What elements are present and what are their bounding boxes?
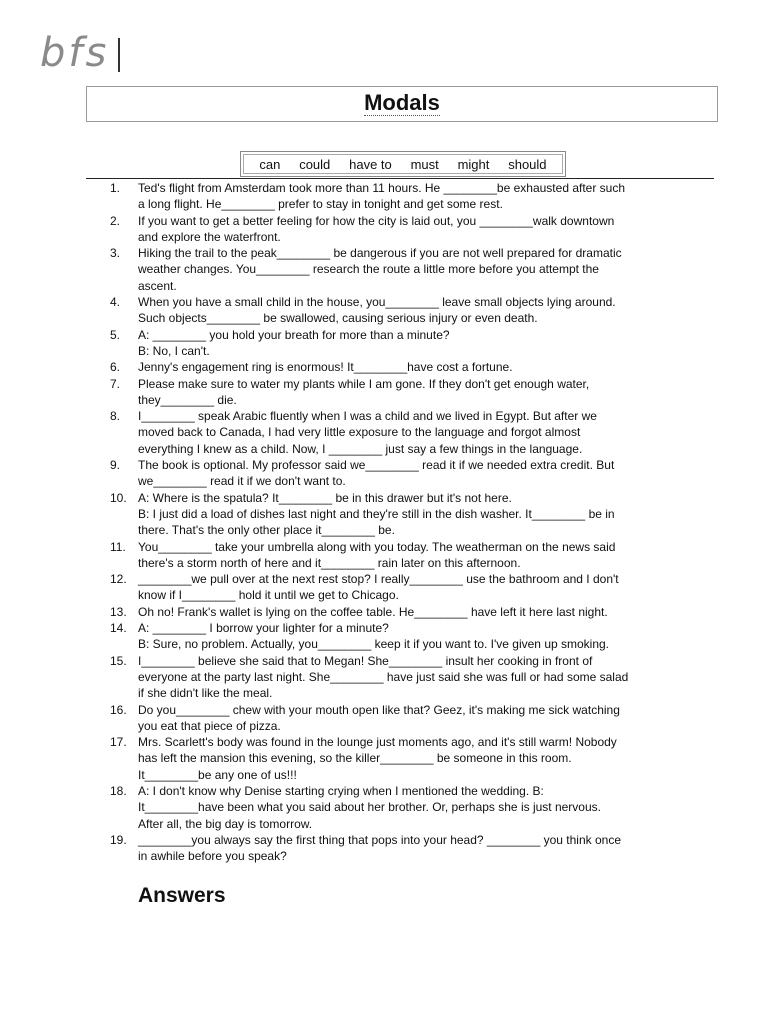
question-text: The book is optional. My professor said we________ read it if we needed extra credit. But we________ read it if we don't want to. (138, 458, 615, 489)
question-number: 12. (110, 572, 127, 587)
question-item (110, 408, 700, 457)
question-text: Mrs. Scarlett's body was found in the lounge just moments ago, and it's still warm! Nobody has left the mansion this evening, so the killer________ be someone in this room. It________be any one of us!!! (138, 735, 617, 782)
question-number: 2. (110, 213, 121, 228)
word-bank-item: should (508, 156, 547, 172)
question-number: 7. (110, 376, 121, 391)
question-number: 9. (110, 458, 121, 473)
question-text: ________you always say the first thing that pops into your head? ________ you think once in awhile before you speak? (138, 832, 622, 864)
question-number: 1. (110, 181, 121, 195)
question-number: 14. (110, 621, 127, 636)
question-text: Do you________ chew with your mouth open like that? Geez, it's making me sick watching you eat that piece of pizza. (138, 702, 620, 733)
question-text: A: ________ you hold your breath for more than a minute? B: No, I can't. (138, 327, 450, 358)
question-text: Jenny's engagement ring is enormous! It________have cost a fortune. (138, 360, 513, 375)
title-box (86, 86, 718, 122)
question-text: Ted's flight from Amsterdam took more than 11 hours. He ________be exhausted after such a long flight. He________ prefer to stay in tonight and get some rest. (138, 181, 626, 212)
question-item (110, 734, 700, 783)
question-item (110, 327, 700, 360)
question-item (110, 213, 700, 246)
question-text: If you want to get a better feeling for how the city is laid out, you ________walk downtown and explore the waterfront. (138, 213, 615, 244)
question-number: 6. (110, 360, 121, 375)
question-item (110, 490, 700, 539)
word-bank-item: must (410, 156, 439, 172)
question-text: When you have a small child in the house, you________ leave small objects lying around. Such objects________ be swallowed, causing serious injury or even death. (138, 295, 616, 326)
question-text: I________ speak Arabic fluently when I was a child and we lived in Egypt. But after we moved back to Canada, I had very little exposure to the language and forgot almost everything I knew as a child. Now, I ________ just say a few things in the language. (138, 409, 597, 456)
question-item (110, 604, 700, 620)
answers-heading: Answers (138, 884, 226, 907)
question-item (110, 571, 700, 604)
question-number: 16. (110, 702, 127, 717)
question-item (110, 702, 700, 735)
word-bank-item: could (299, 156, 331, 172)
question-item (110, 180, 700, 213)
question-item (110, 539, 700, 572)
question-number: 10. (110, 490, 127, 505)
question-item (110, 294, 700, 327)
question-item (110, 457, 700, 490)
question-text: Hiking the trail to the peak________ be dangerous if you are not well prepared for dramatic weather changes. You________ research the route a little more before you attempt the ascent. (138, 246, 622, 293)
question-number: 17. (110, 735, 127, 750)
word-bank (240, 151, 566, 177)
question-number: 15. (110, 653, 127, 668)
word-bank-item: have to (349, 156, 392, 172)
question-text: A: ________ I borrow your lighter for a minute? B: Sure, no problem. Actually, you________ keep it if you want to. I've given up smoking. (138, 621, 610, 652)
question-number: 11. (110, 539, 126, 554)
question-text: A: Where is the spatula? It________ be in this drawer but it's not here. B: I just did a load of dishes last night and they're still in the dish washer. It________ be in there. That's the only other place it________ be. (138, 490, 615, 538)
question-number: 3. (110, 246, 121, 261)
logo: bfs (40, 30, 110, 76)
word-bank-inner (243, 154, 563, 174)
question-item (110, 376, 700, 409)
logo-divider (118, 38, 120, 72)
question-number: 18. (110, 783, 127, 798)
question-number: 4. (110, 295, 121, 310)
question-item (110, 783, 700, 832)
question-number: 5. (110, 327, 121, 342)
question-number: 13. (110, 604, 127, 619)
word-bank-item: might (457, 156, 490, 172)
question-text: I________ believe she said that to Megan! She________ insult her cooking in front of everyone at the party last night. She________ have just said she was full or had some salad if she didn't like the meal. (138, 653, 629, 701)
question-text: You________ take your umbrella along with you today. The weatherman on the news said there's a storm north of here and it________ rain later on this afternoon. (138, 539, 616, 570)
question-item (110, 359, 700, 375)
question-text: A: I don't know why Denise starting crying when I mentioned the wedding. B: It________have been what you said about her brother. Or, perhaps she is just nervous. After all, the big day is tomorrow. (138, 783, 601, 831)
question-item (110, 620, 700, 653)
question-number: 8. (110, 409, 121, 424)
question-item (110, 832, 700, 865)
question-item (110, 245, 700, 294)
question-text: ________we pull over at the next rest stop? I really________ use the bathroom and I don't know if I________ hold it until we get to Chicago. (138, 572, 619, 603)
word-bank-item: can (259, 156, 281, 172)
question-list (110, 180, 700, 864)
page-title: Modals (364, 90, 440, 115)
question-number: 19. (110, 832, 127, 847)
question-text: Please make sure to water my plants while I am gone. If they don't get enough water, they________ die. (138, 376, 590, 407)
question-text: Oh no! Frank's wallet is lying on the coffee table. He________ have left it here last night. (138, 604, 608, 619)
question-item (110, 653, 700, 702)
divider (86, 178, 714, 179)
